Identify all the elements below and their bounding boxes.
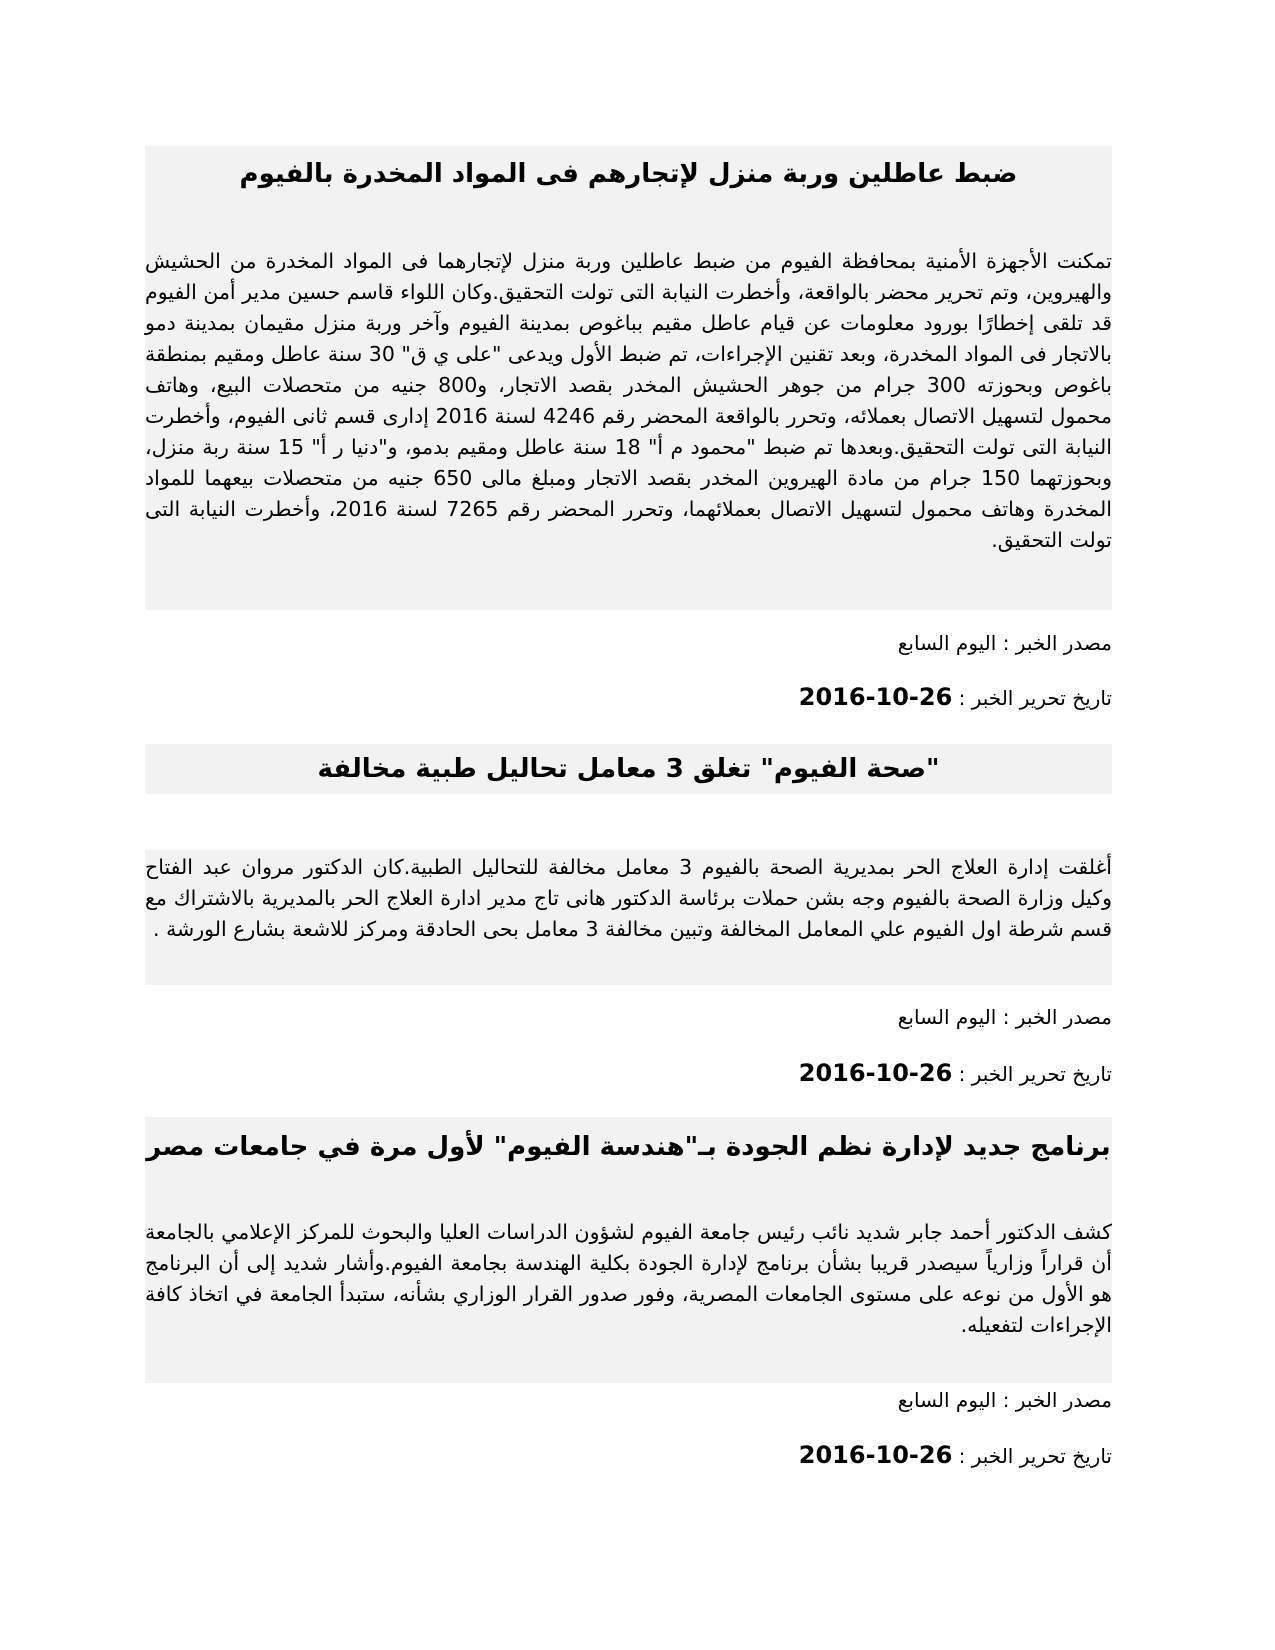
article-3-body-box [145,1205,1112,1383]
article-1-date-label: تاريخ تحرير الخبر : [952,686,1112,710]
article-2-date-label: تاريخ تحرير الخبر : [952,1062,1112,1086]
article-2-body: أغلقت إدارة العلاج الحر بمديرية الصحة بالفيوم 3 معامل مخالفة للتحاليل الطبية.كان الدكتور مروان عبد الفتاح وكيل وزارة الصحة بالفيوم وجه بشن حملات برئاسة الدكتور هانى تاج مدير ادارة العلاج الحر بالمديرية بالاشتراك مع قسم شرطة اول الفيوم علي المعامل المخالفة وتبين مخالفة 3 معامل بحى الحادقة ومركز للاشعة بشارع الورشة . [145,855,1112,941]
article-1-body: تمكنت الأجهزة الأمنية بمحافظة الفيوم من ضبط عاطلين وربة منزل لإتجارهما فى المواد المخدرة من الحشيش والهيروين، وتم تحرير محضر بالواقعة، وأخطرت النيابة التى تولت التحقيق.وكان اللواء قاسم حسين مدير أمن الفيوم قد تلقى إخطارًا بورود معلومات عن قيام عاطل مقيم بباغوص بمدينة الفيوم وآخر وربة منزل مقيمان بمدينة دمو بالاتجار فى المواد المخدرة، وبعد تقنين الإجراءات، تم ضبط الأول ويدعى "على ي ق" 30 سنة عاطل ومقيم بمنطقة باغوص وبحوزته 300 جرام من جوهر الحشيش المخدر بقصد الاتجار، و800 جنيه من متحصلات البيع، وهاتف محمول لتسهيل الاتصال بعملائه، وتحرر بالواقعة المحضر رقم 4246 لسنة 2016 إدارى قسم ثانى الفيوم، وأخطرت النيابة التى تولت التحقيق.وبعدها تم ضبط "محمود م أ" 18 سنة عاطل ومقيم بدمو، و"دنيا ر أ" 15 سنة ربة منزل، وبحوزتهما 150 جرام من مادة الهيروين المخدر بقصد الاتجار ومبلغ مالى 650 جنيه من متحصلات بيعهما للمواد المخدرة وهاتف محمول لتسهيل الاتصال بعملائهما، وتحرر المحضر رقم 7265 لسنة 2016، وأخطرت النيابة التى تولت التحقيق. [145,249,1112,552]
article-1-date: 2016-10-26 [798,683,953,711]
article-3-date-line [799,1440,1112,1471]
article-1-title: ضبط عاطلين وربة منزل لإتجارهم فى المواد المخدرة بالفيوم [239,159,1018,189]
article-1-body-box [145,234,1112,610]
article-3-body: كشف الدكتور أحمد جابر شديد نائب رئيس جامعة الفيوم لشؤون الدراسات العليا والبحوث للمركز الإعلامي بالجامعة أن قراراً وزارياً سيصدر قريبا بشأن برنامج لإدارة الجودة بكلية الهندسة بجامعة الفيوم.وأشار شديد إلى أن البرنامج هو الأول من نوعه على مستوى الجامعات المصرية، وفور صدور القرار الوزاري بشأنه، ستبدأ الجامعة في اتخاذ كافة الإجراءات لتفعيله. [145,1220,1112,1337]
article-3-title: برنامج جديد لإدارة نظم الجودة بـ"هندسة الفيوم" لأول مرة في جامعات مصر [146,1132,1111,1162]
article-2-date-line [799,1058,1112,1089]
article-3-date-label: تاريخ تحرير الخبر : [952,1444,1112,1468]
article-1-date-line [799,682,1112,713]
article-2-source: مصدر الخبر : اليوم السابع [897,1005,1112,1029]
article-2-title-box [145,744,1112,794]
article-3-title-box [145,1117,1112,1205]
article-2-title: "صحة الفيوم" تغلق 3 معامل تحاليل طبية مخالفة [317,754,940,784]
article-3-date: 2016-10-26 [798,1441,953,1469]
article-2-body-box [145,850,1112,985]
article-1-title-box [145,146,1112,234]
article-1-source: مصدر الخبر : اليوم السابع [897,631,1112,655]
article-2-date: 2016-10-26 [798,1059,953,1087]
article-3-source: مصدر الخبر : اليوم السابع [897,1388,1112,1412]
